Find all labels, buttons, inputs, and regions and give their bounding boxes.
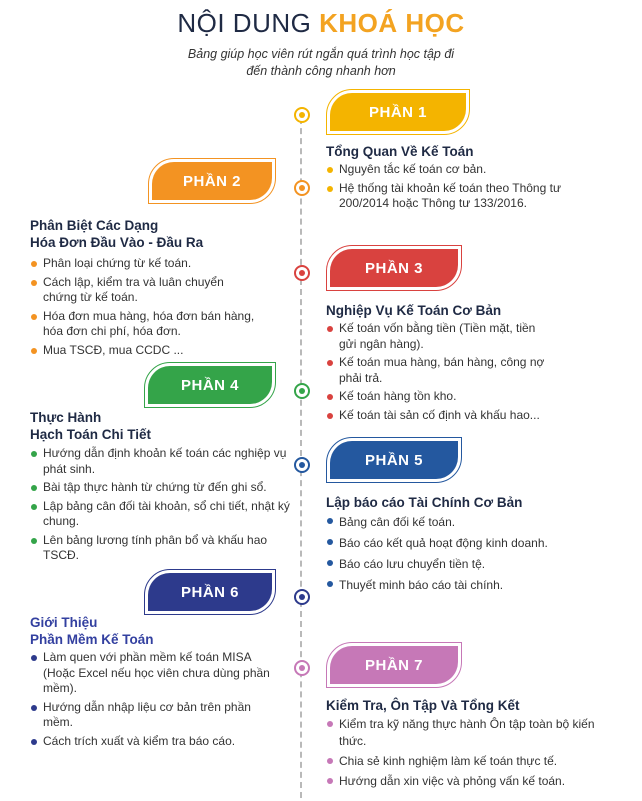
timeline-dot-4 bbox=[294, 383, 310, 399]
list-item: Phân loại chứng từ kế toán. bbox=[30, 256, 260, 272]
list-item: Hướng dẫn định khoản kế toán các nghiệp vụ phát sinh. bbox=[30, 446, 292, 477]
list-item: Lập bảng cân đối tài khoản, sổ chi tiết, nhật ký chung. bbox=[30, 499, 292, 530]
section-7-list bbox=[326, 716, 616, 793]
page-subtitle bbox=[0, 46, 642, 80]
timeline-dot-1 bbox=[294, 107, 310, 123]
section-1-list bbox=[326, 162, 606, 215]
list-item: Chia sẻ kinh nghiệm làm kế toán thực tế. bbox=[326, 753, 616, 770]
section-4-list bbox=[30, 446, 292, 567]
subtitle-line-1: Bảng giúp học viên rút ngắn quá trình học tập đi bbox=[187, 47, 455, 61]
section-4-title bbox=[30, 409, 151, 443]
timeline-dot-2 bbox=[294, 180, 310, 196]
section-2-list bbox=[30, 256, 260, 361]
section-1-badge bbox=[330, 93, 466, 131]
list-item: Hóa đơn mua hàng, hóa đơn bán hàng, hóa đơn chi phí, hóa đơn. bbox=[30, 309, 260, 340]
list-item: Kiểm tra kỹ năng thực hành Ôn tập toàn bộ kiến thức. bbox=[326, 716, 616, 750]
section-7-title: Kiểm Tra, Ôn Tập Và Tổng Kết bbox=[326, 698, 520, 713]
section-2-title bbox=[30, 217, 203, 251]
title-highlight: KHOÁ HỌC bbox=[319, 8, 465, 38]
timeline-dot-7 bbox=[294, 660, 310, 676]
timeline-dot-3 bbox=[294, 265, 310, 281]
section-7-badge bbox=[330, 646, 458, 684]
list-item: Hướng dẫn nhập liệu cơ bản trên phần mềm. bbox=[30, 700, 270, 731]
list-item: Bảng cân đối kế toán. bbox=[326, 513, 616, 531]
list-item: Làm quen với phần mềm kế toán MISA (Hoặc Excel nếu học viên chưa dùng phần mềm). bbox=[30, 650, 270, 697]
section-6-title-line-1: Giới Thiệu bbox=[30, 615, 98, 630]
section-5-list bbox=[326, 513, 616, 597]
section-4-badge bbox=[148, 366, 272, 404]
list-item: Thuyết minh báo cáo tài chính. bbox=[326, 576, 616, 594]
section-4-title-line-1: Thực Hành bbox=[30, 410, 102, 425]
list-item: Kế toán hàng tồn kho. bbox=[326, 389, 546, 405]
subtitle-line-2: đến thành công nhanh hơn bbox=[246, 64, 396, 78]
section-3-badge bbox=[330, 249, 458, 287]
section-6-list bbox=[30, 650, 270, 752]
list-item: Báo cáo kết quả hoạt động kinh doanh. bbox=[326, 534, 616, 552]
section-7-label: PHẦN 7 bbox=[364, 656, 423, 674]
list-item: Cách lập, kiểm tra và luân chuyển chứng từ kế toán. bbox=[30, 275, 260, 306]
list-item: Nguyên tắc kế toán cơ bản. bbox=[326, 162, 606, 178]
timeline-dot-6 bbox=[294, 589, 310, 605]
section-6-title-line-2: Phần Mềm Kế Toán bbox=[30, 632, 154, 647]
title-main: NỘI DUNG bbox=[177, 8, 320, 38]
section-2-label: PHẦN 2 bbox=[182, 172, 241, 190]
page-title bbox=[0, 8, 642, 39]
section-5-title: Lập báo cáo Tài Chính Cơ Bản bbox=[326, 495, 523, 510]
section-2-title-line-1: Phân Biệt Các Dạng bbox=[30, 218, 159, 233]
list-item: Kế toán vốn bằng tiền (Tiền mặt, tiền gửi ngân hàng). bbox=[326, 321, 546, 352]
section-2-badge bbox=[152, 162, 272, 200]
list-item: Cách trích xuất và kiểm tra báo cáo. bbox=[30, 734, 270, 750]
section-6-title bbox=[30, 614, 154, 648]
list-item: Hướng dẫn xin việc và phỏng vấn kế toán. bbox=[326, 773, 616, 790]
section-4-label: PHẦN 4 bbox=[180, 376, 239, 394]
list-item: Kế toán tài sản cố định và khấu hao... bbox=[326, 408, 546, 424]
list-item: Mua TSCĐ, mua CCDC ... bbox=[30, 343, 260, 359]
section-2-title-line-2: Hóa Đơn Đầu Vào - Đầu Ra bbox=[30, 235, 204, 250]
section-3-list bbox=[326, 321, 546, 426]
section-4-title-line-2: Hạch Toán Chi Tiết bbox=[30, 427, 152, 442]
list-item: Lên bảng lương tính phân bổ và khấu hao TSCĐ. bbox=[30, 533, 292, 564]
section-5-badge bbox=[330, 441, 458, 479]
section-6-label: PHẦN 6 bbox=[180, 583, 239, 601]
list-item: Hệ thống tài khoản kế toán theo Thông tư 200/2014 hoặc Thông tư 133/2016. bbox=[326, 181, 606, 212]
section-3-label: PHẦN 3 bbox=[364, 259, 423, 277]
list-item: Kế toán mua hàng, bán hàng, công nợ phải trả. bbox=[326, 355, 546, 386]
list-item: Báo cáo lưu chuyển tiền tệ. bbox=[326, 555, 616, 573]
timeline-dot-5 bbox=[294, 457, 310, 473]
section-1-label: PHẦN 1 bbox=[368, 103, 427, 121]
section-6-badge bbox=[148, 573, 272, 611]
timeline-line bbox=[300, 108, 302, 798]
section-3-title: Nghiệp Vụ Kế Toán Cơ Bản bbox=[326, 303, 502, 318]
section-5-label: PHẦN 5 bbox=[364, 451, 423, 469]
list-item: Bài tập thực hành từ chứng từ đến ghi sổ. bbox=[30, 480, 292, 496]
section-1-title: Tổng Quan Về Kế Toán bbox=[326, 144, 474, 159]
